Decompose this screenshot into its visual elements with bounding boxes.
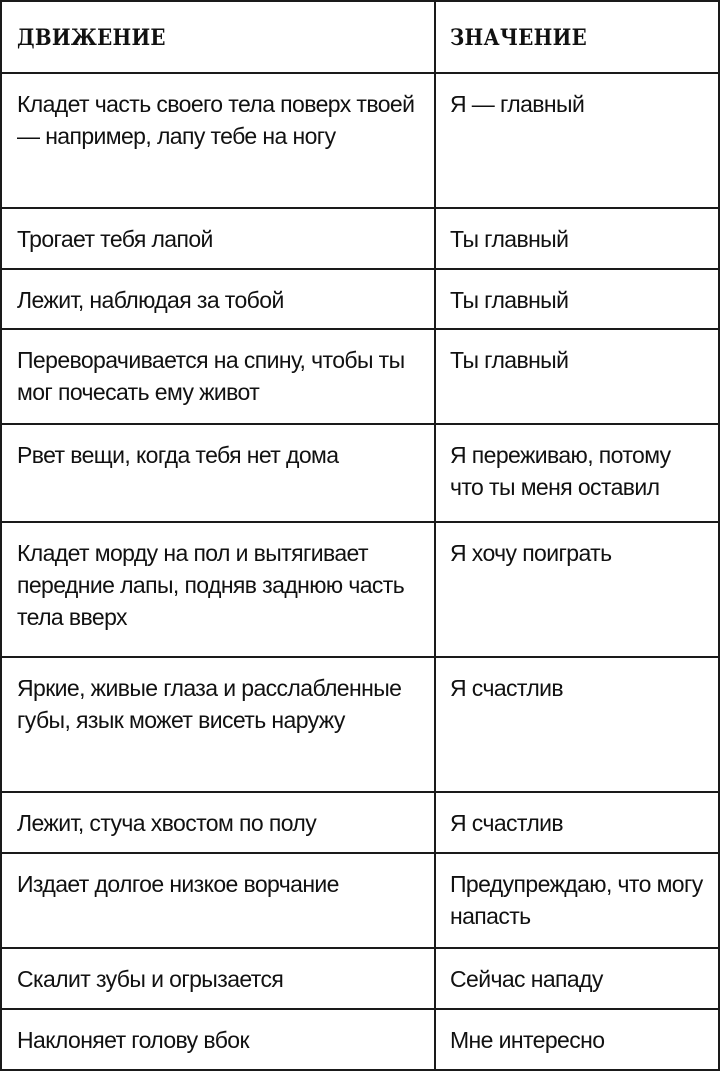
movement-cell: Трогает тебя лапой xyxy=(1,208,435,269)
table-row xyxy=(1,657,719,792)
table-row xyxy=(1,1009,719,1070)
header-meaning xyxy=(435,1,719,73)
movement-cell: Лежит, наблюдая за тобой xyxy=(1,269,435,329)
header-meaning-label: ЗНАЧЕНИЕ xyxy=(450,25,587,51)
table-row xyxy=(1,522,719,657)
table-row xyxy=(1,329,719,424)
meaning-cell: Я хочу поиграть xyxy=(435,522,719,657)
meaning-cell: Предупреждаю, что могу напасть xyxy=(435,853,719,948)
meaning-cell: Я — главный xyxy=(435,73,719,208)
meaning-cell: Мне интересно xyxy=(435,1009,719,1070)
movement-cell: Кладет часть своего тела поверх твоей — например, лапу тебе на ногу xyxy=(1,73,435,208)
movement-cell: Наклоняет голову вбок xyxy=(1,1009,435,1070)
movement-cell: Рвет вещи, когда тебя нет дома xyxy=(1,424,435,522)
meaning-cell: Я счастлив xyxy=(435,657,719,792)
meaning-cell: Ты главный xyxy=(435,208,719,269)
table-row xyxy=(1,73,719,208)
table-row xyxy=(1,948,719,1009)
header-movement xyxy=(1,1,435,73)
meaning-cell: Я переживаю, потому что ты меня оставил xyxy=(435,424,719,522)
table-row xyxy=(1,424,719,522)
table-row xyxy=(1,792,719,853)
table-row xyxy=(1,269,719,329)
header-row xyxy=(1,1,719,73)
movement-cell: Лежит, стуча хвостом по полу xyxy=(1,792,435,853)
movement-cell: Кладет морду на пол и вытягивает передние лапы, подняв заднюю часть тела вверх xyxy=(1,522,435,657)
movement-cell: Переворачивается на спину, чтобы ты мог почесать ему живот xyxy=(1,329,435,424)
table-row xyxy=(1,853,719,948)
movement-cell: Яркие, живые глаза и расслабленные губы, язык может висеть наружу xyxy=(1,657,435,792)
meaning-cell: Я счастлив xyxy=(435,792,719,853)
movement-cell: Издает долгое низкое ворчание xyxy=(1,853,435,948)
header-movement-label: ДВИЖЕНИЕ xyxy=(17,25,166,51)
meaning-cell: Ты главный xyxy=(435,329,719,424)
movement-cell: Скалит зубы и огрызается xyxy=(1,948,435,1009)
meaning-cell: Сейчас нападу xyxy=(435,948,719,1009)
meaning-cell: Ты главный xyxy=(435,269,719,329)
table-row xyxy=(1,208,719,269)
